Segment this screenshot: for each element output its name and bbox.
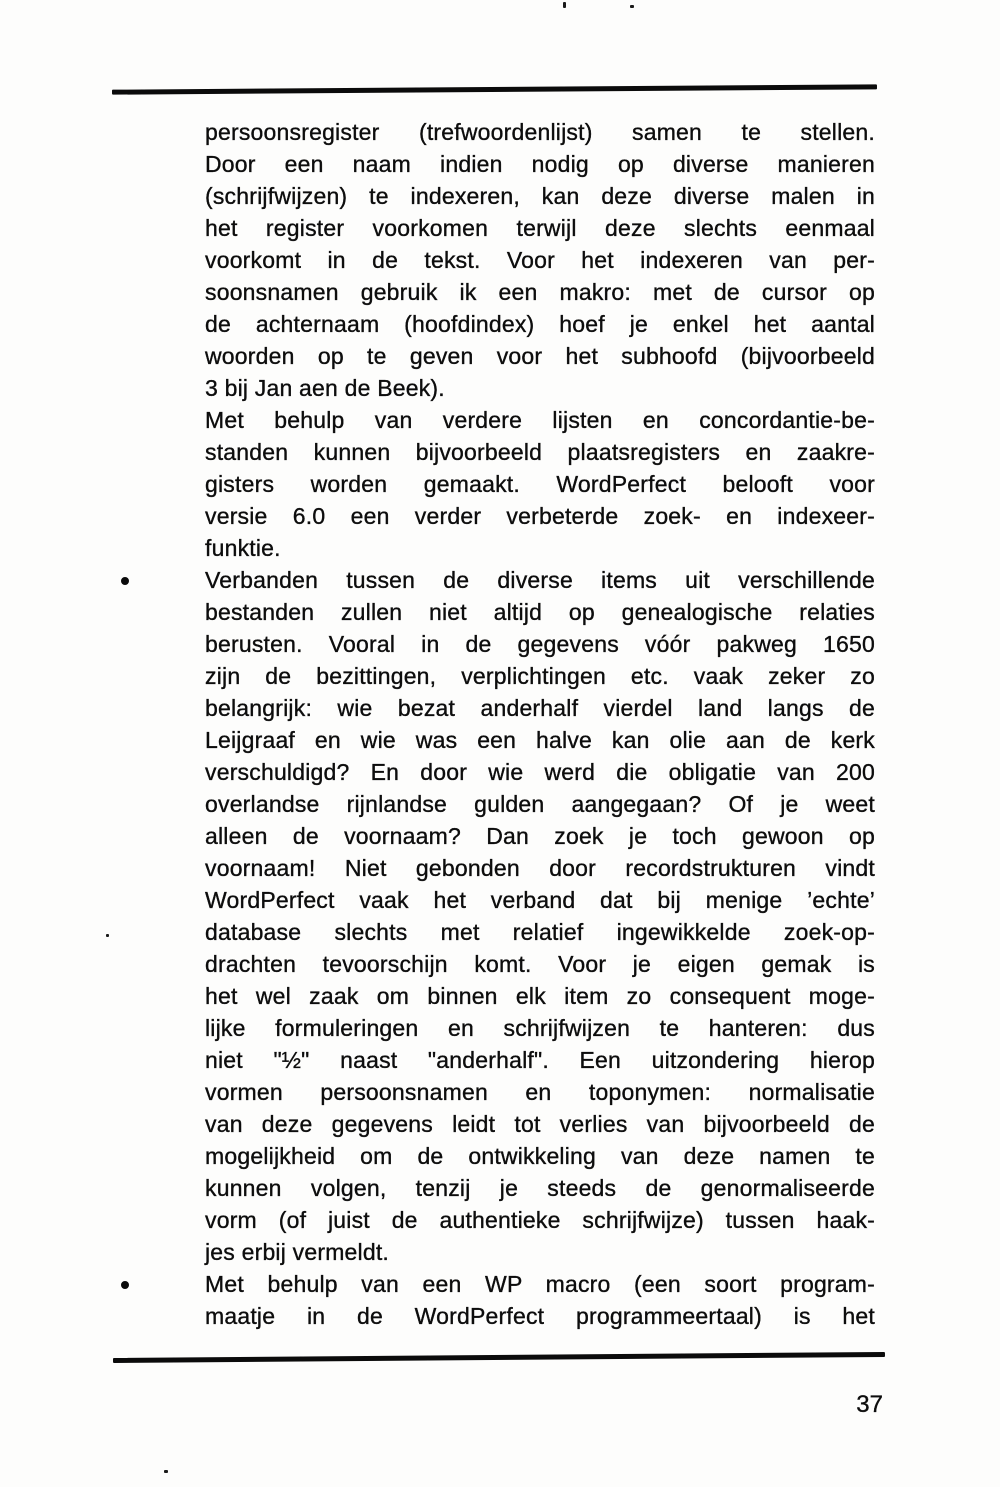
text-line: vormen persoonsnamen en toponymen: normalisatie bbox=[205, 1079, 875, 1105]
text-line: van deze gegevens leidt tot verlies van bijvoorbeeld de bbox=[205, 1111, 875, 1137]
text-line: drachten tevoorschijn komt. Voor je eigen gemak is bbox=[205, 951, 875, 977]
bottom-horizontal-rule bbox=[113, 1352, 885, 1363]
text-line: niet "½" naast "anderhalf". Een uitzondering hierop bbox=[205, 1047, 875, 1073]
text-line: voorkomt in de tekst. Voor het indexeren van per- bbox=[205, 247, 875, 273]
text-line: mogelijkheid om de ontwikkeling van deze namen te bbox=[205, 1143, 875, 1169]
text-line: voornaam! Niet gebonden door recordstrukturen vindt bbox=[205, 855, 875, 881]
text-line: het register voorkomen terwijl deze slechts eenmaal bbox=[205, 215, 875, 241]
bullet-marker bbox=[121, 1281, 129, 1289]
body-text bbox=[205, 116, 875, 1332]
text-line: maatje in de WordPerfect programmeertaal) is het bbox=[205, 1303, 875, 1329]
text-line: Verbanden tussen de diverse items uit verschillende bbox=[205, 567, 875, 593]
text-line: kunnen volgen, tenzij je steeds de genormaliseerde bbox=[205, 1175, 875, 1201]
text-line: vorm (of juist de authentieke schrijfwijze) tussen haak- bbox=[205, 1207, 875, 1233]
scan-speck bbox=[630, 5, 634, 8]
bullet-item-verbanden bbox=[205, 564, 875, 1268]
text-line: soonsnamen gebruik ik een makro: met de cursor op bbox=[205, 279, 875, 305]
text-line: gisters worden gemaakt. WordPerfect belooft voor bbox=[205, 471, 875, 497]
text-line: zijn de bezittingen, verplichtingen etc. vaak zeker zo bbox=[205, 663, 875, 689]
text-line: berusten. Vooral in de gegevens vóór pakweg 1650 bbox=[205, 631, 875, 657]
text-line: Met behulp van verdere lijsten en concordantie-be- bbox=[205, 407, 875, 433]
paragraph-indexing bbox=[205, 116, 875, 404]
text-line: funktie. bbox=[205, 535, 281, 561]
text-line: alleen de voornaam? Dan zoek je toch gewoon op bbox=[205, 823, 875, 849]
text-line: Leijgraaf en wie was een halve kan olie aan de kerk bbox=[205, 727, 875, 753]
text-line: standen kunnen bijvoorbeeld plaatsregisters en zaakre- bbox=[205, 439, 875, 465]
text-line: het wel zaak om binnen elk item zo consequent moge- bbox=[205, 983, 875, 1009]
text-line: database slechts met relatief ingewikkelde zoek-op- bbox=[205, 919, 875, 945]
text-line: woorden op te geven voor het subhoofd (bijvoorbeeld bbox=[205, 343, 875, 369]
scan-speck bbox=[106, 934, 109, 937]
text-line: lijke formuleringen en schrijfwijzen te hanteren: dus bbox=[205, 1015, 875, 1041]
text-line: persoonsregister (trefwoordenlijst) samen te stellen. bbox=[205, 119, 875, 145]
text-line: WordPerfect vaak het verband dat bij menige ’echte’ bbox=[205, 887, 875, 913]
text-line: verschuldigd? En door wie werd die obligatie van 200 bbox=[205, 759, 875, 785]
text-line: de achternaam (hoofdindex) hoef je enkel het aantal bbox=[205, 311, 875, 337]
text-line: (schrijfwijzen) te indexeren, kan deze diverse malen in bbox=[205, 183, 875, 209]
text-line: Door een naam indien nodig op diverse manieren bbox=[205, 151, 875, 177]
text-line: versie 6.0 een verder verbeterde zoek- en indexeer- bbox=[205, 503, 875, 529]
scan-speck bbox=[563, 2, 566, 8]
text-line: jes erbij vermeldt. bbox=[205, 1239, 390, 1265]
text-line: overlandse rijnlandse gulden aangegaan? Of je weet bbox=[205, 791, 875, 817]
scan-speck bbox=[164, 1470, 168, 1473]
text-line: bestanden zullen niet altijd op genealogische relaties bbox=[205, 599, 875, 625]
paragraph-lijsten bbox=[205, 404, 875, 564]
bullet-marker bbox=[121, 577, 129, 585]
top-horizontal-rule bbox=[112, 84, 877, 94]
text-line: belangrijk: wie bezat anderhalf vierdel land langs de bbox=[205, 695, 875, 721]
text-line: Met behulp van een WP macro (een soort program- bbox=[205, 1271, 875, 1297]
text-line: 3 bij Jan aen de Beek). bbox=[205, 375, 445, 401]
page-number: 37 bbox=[856, 1391, 883, 1418]
bullet-item-wp-macro bbox=[205, 1268, 875, 1332]
